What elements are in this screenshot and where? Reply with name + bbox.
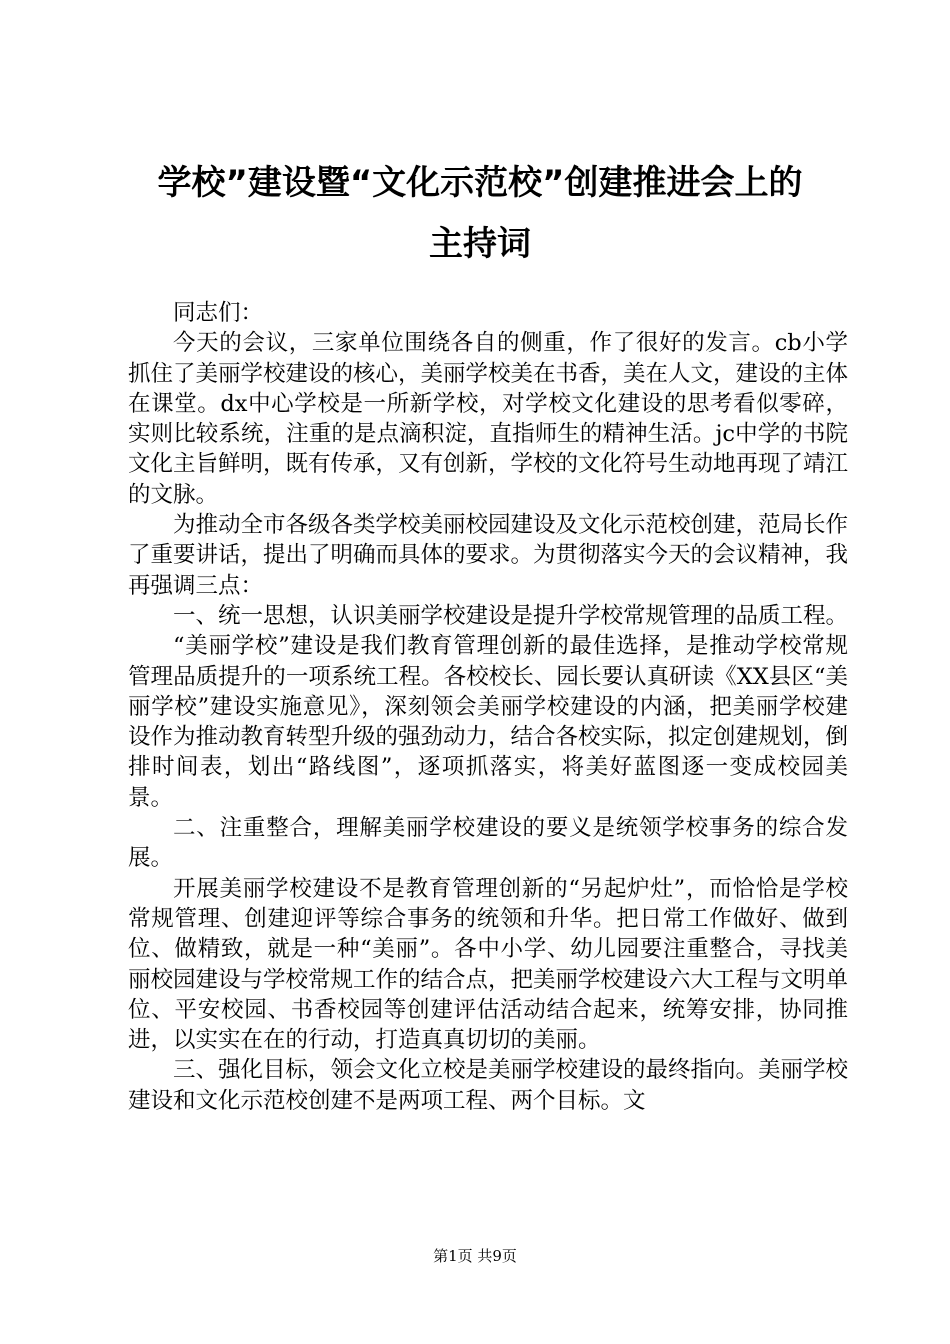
document-title-line-1: 学校”建设暨“文化示范校”创建推进会上的 [157,163,803,203]
document-body [128,298,848,1116]
paragraph: 开展美丽学校建设不是教育管理创新的“另起炉灶”，而恰恰是学校常规管理、创建迎评等综合事务的统领和升华。把日常工作做好、做到位、做精致，就是一种“美丽”。各中小学、幼儿园要注重整合，寻找美丽校园建设与学校常规工作的结合点，把美丽学校建设六大工程与文明单位、平安校园、书香校园等创建评估活动结合起来，统筹安排，协同推进，以实实在在的行动，打造真真切切的美丽。 [128,875,849,1054]
paragraph-salutation: 同志们： [173,300,264,326]
paragraph: 今天的会议，三家单位围绕各自的侧重，作了很好的发言。cb小学抓住了美丽学校建设的核心，美丽学校美在书香，美在人文，建设的主体在课堂。dx中心学校是一所新学校，对学校文化建设的思考看似零碎，实则比较系统，注重的是点滴积淀，直指师生的精神生活。jc中学的书院文化主旨鲜明，既有传承，又有创新，学校的文化符号生动地再现了靖江的文脉。 [128,330,849,508]
section-heading: 三、强化目标，领会文化立校是美丽学校建设的最终指向。美丽学校建设和文化示范校创建不是两项工程、两个目标。文 [128,1057,849,1114]
paragraph: 为推动全市各级各类学校美丽校园建设及文化示范校创建，范局长作了重要讲话，提出了明确而具体的要求。为贯彻落实今天的会议精神，我再强调三点： [128,512,849,599]
paragraph: “美丽学校”建设是我们教育管理创新的最佳选择，是推动学校常规管理品质提升的一项系统工程。各校校长、园长要认真研读《XX县区“美丽学校”建设实施意见》，深刻领会美丽学校建设的内涵，把美丽学校建设作为推动教育转型升级的强劲动力，结合各校实际，拟定创建规划，倒排时间表，划出“路线图”，逐项抓落实，将美好蓝图逐一变成校园美景。 [128,633,849,811]
page-footer: 第1页 共9页 [433,1247,517,1265]
section-heading: 一、统一思想，认识美丽学校建设是提升学校常规管理的品质工程。 [173,602,849,629]
section-heading: 二、注重整合，理解美丽学校建设的要义是统领学校事务的综合发展。 [128,815,848,872]
document-title-line-2: 主持词 [429,224,531,264]
